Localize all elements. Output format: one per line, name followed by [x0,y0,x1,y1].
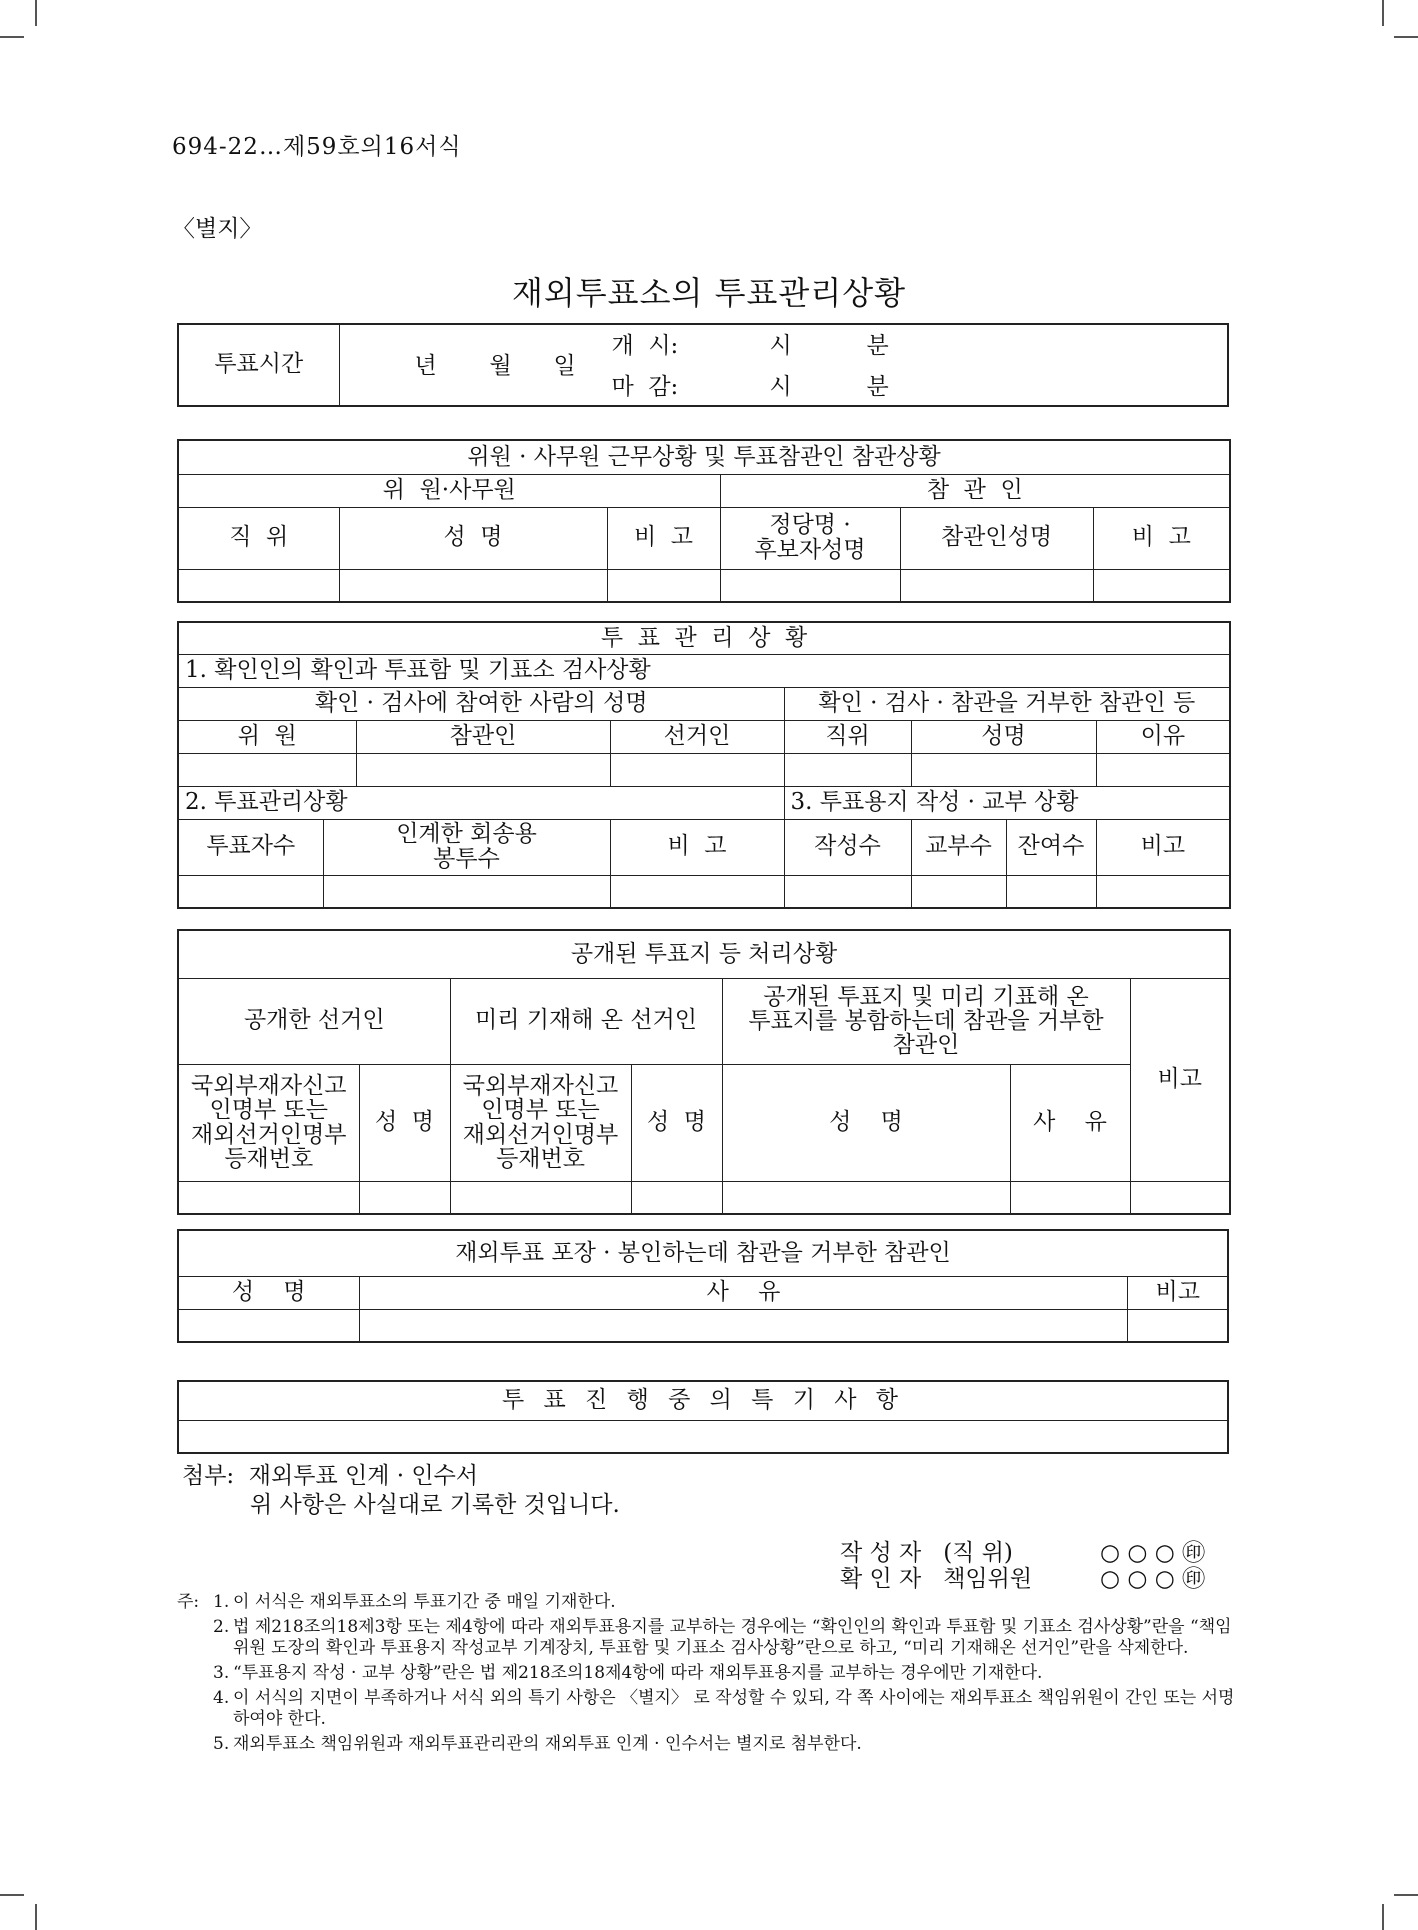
col-regno: 국외부재자신고 인명부 또는 재외선거인명부 등재번호 [178,1064,359,1181]
staff-title: 위원 · 사무원 근무상황 및 투표참관인 참관상황 [178,440,1230,474]
special-notes-input[interactable] [178,1420,1228,1453]
col-name: 성 명 [178,1276,359,1309]
input-cell[interactable] [784,753,911,786]
col-remark2: 비고 [1096,819,1230,875]
input-cell[interactable] [359,1181,450,1214]
col-envelopes: 인계한 회송용 봉투수 [323,819,610,875]
input-cell[interactable] [178,753,356,786]
col-reason: 사 유 [1010,1064,1130,1181]
col-reason: 이유 [1096,720,1230,753]
col-remark: 비고 [1128,1276,1228,1309]
crop-mark [35,1904,37,1930]
writer-seal[interactable]: ○ ○ ○ ㊞ [1100,1540,1206,1566]
voting-time-field[interactable] [339,324,1228,406]
input-cell[interactable] [178,1181,359,1214]
refusers-header: 확인 · 검사 · 참관을 거부한 참관인 등 [784,687,1230,720]
input-cell[interactable] [1096,753,1230,786]
col-name: 성 명 [339,507,607,569]
staff-group-header: 위 원·사무원 [178,474,720,507]
attachment-line: 첨부: 재외투표 인계 · 인수서 [182,1463,479,1489]
col-refuser: 공개된 투표지 및 미리 기표해 온 투표지를 봉함하는데 참관을 거부한 참관인 [722,978,1130,1064]
col-refuser-name: 성 명 [722,1064,1010,1181]
crop-mark [1382,0,1384,26]
close-minute-label: 분 [866,374,889,400]
note-num: 1. [213,1592,230,1612]
section1-heading: 1. 확인인의 확인과 투표함 및 기표소 검사상황 [178,654,1230,687]
open-minute-label: 분 [866,333,889,359]
page-title: 재외투표소의 투표관리상황 [511,274,907,312]
col-left: 잔여수 [1006,819,1096,875]
col-premarked-voter: 미리 기재해 온 선거인 [450,978,722,1064]
input-cell[interactable] [720,569,900,602]
input-cell[interactable] [178,1309,359,1342]
input-cell[interactable] [900,569,1093,602]
input-cell[interactable] [1130,1181,1230,1214]
crop-mark [1394,1894,1418,1896]
col-made: 작성수 [784,819,911,875]
input-cell[interactable] [1096,875,1230,908]
input-cell[interactable] [1093,569,1230,602]
day-label: 일 [553,353,576,379]
input-cell[interactable] [178,875,323,908]
sealing-table [177,1229,1229,1343]
confirmer-seal[interactable]: ○ ○ ○ ㊞ [1100,1566,1206,1592]
col-name: 성 명 [631,1064,722,1181]
open-hour-label: 시 [769,333,792,359]
staff-table [177,439,1231,603]
note-num: 3. [213,1663,230,1683]
voting-time-label: 투표시간 [178,324,339,406]
year-label: 년 [414,353,437,379]
note-item [177,1688,1237,1730]
col-observer: 참관인 [356,720,610,753]
input-cell[interactable] [607,569,720,602]
notes-lead: 주: [177,1592,200,1612]
col-remark2: 비 고 [1093,507,1230,569]
col-name: 성 명 [359,1064,450,1181]
col-remark: 비고 [1130,978,1230,1181]
management-title: 투 표 관 리 상 황 [178,622,1230,654]
input-cell[interactable] [359,1309,1128,1342]
col-regno: 국외부재자신고 인명부 또는 재외선거인명부 등재번호 [450,1064,631,1181]
input-cell[interactable] [1128,1309,1228,1342]
note-text: 이 서식의 지면이 부족하거나 서식 외의 특기 사항은 〈별지〉 로 작성할 수 있되, 각 쪽 사이에는 재외투표소 책임위원이 간인 또는 서명하여야 한다. [233,1688,1235,1729]
disclosed-title: 공개된 투표지 등 처리상황 [178,930,1230,978]
input-cell[interactable] [339,569,607,602]
attach-tag: 〈별지〉 [172,216,263,242]
input-cell[interactable] [323,875,610,908]
note-num: 4. [213,1688,230,1708]
input-cell[interactable] [610,875,784,908]
crop-mark [1382,1904,1384,1930]
note-item [177,1617,1237,1659]
section3-heading: 3. 투표용지 작성 · 교부 상황 [784,786,1230,819]
col-reason: 사 유 [359,1276,1128,1309]
statement-line: 위 사항은 사실대로 기록한 것입니다. [250,1492,620,1518]
sealing-title: 재외투표 포장 · 봉인하는데 참관을 거부한 참관인 [178,1230,1228,1276]
note-text: 법 제218조의18제3항 또는 제4항에 따라 재외투표용지를 교부하는 경우에는 “확인인의 확인과 투표함 및 기표소 검사상황”란을 “책임위원 도장의 확인과 투표용지 작성교부 기계장치, 투표함 및 기표소 검사상황”란으로 하고, “미리 기재해온 선거인”란을 삭제한다. [233,1617,1232,1658]
crop-mark [0,36,24,38]
col-position: 직위 [784,720,911,753]
input-cell[interactable] [1006,875,1096,908]
special-title: 투 표 진 행 중 의 특 기 사 항 [178,1381,1228,1420]
col-remark: 비 고 [607,507,720,569]
col-issued: 교부수 [911,819,1006,875]
note-num: 2. [213,1617,230,1637]
note-text: 재외투표소 책임위원과 재외투표관리관의 재외투표 인계 · 인수서는 별지로 첨부한다. [233,1734,862,1754]
confirmer-line: 확 인 자 책임위원 [840,1566,1033,1592]
form-code: 694-22…제59호의16서식 [172,134,462,160]
writer-line: 작 성 자 (직 위) [840,1540,1013,1566]
col-position: 직 위 [178,507,339,569]
col-member: 위 원 [178,720,356,753]
col-party: 정당명 · 후보자성명 [720,507,900,569]
observer-group-header: 참 관 인 [720,474,1230,507]
input-cell[interactable] [450,1181,631,1214]
close-hour-label: 시 [769,374,792,400]
crop-mark [0,1894,24,1896]
input-cell[interactable] [911,753,1096,786]
close-label: 마 감: [611,374,679,400]
special-table [177,1380,1229,1454]
note-text: 이 서식은 재외투표소의 투표기간 중 매일 기재한다. [233,1592,616,1612]
note-item [177,1663,1237,1684]
input-cell[interactable] [722,1181,1010,1214]
note-item [177,1734,1237,1755]
col-name: 성명 [911,720,1096,753]
input-cell[interactable] [911,875,1006,908]
open-label: 개 시: [611,333,679,359]
crop-mark [35,0,37,26]
disclosed-table [177,929,1231,1215]
voting-time-table [177,323,1229,407]
crop-mark [1394,36,1418,38]
input-cell[interactable] [631,1181,722,1214]
input-cell[interactable] [356,753,610,786]
col-voters: 투표자수 [178,819,323,875]
col-disclosed-voter: 공개한 선거인 [178,978,450,1064]
note-item [177,1592,1237,1613]
col-voter: 선거인 [610,720,784,753]
input-cell[interactable] [784,875,911,908]
input-cell[interactable] [1010,1181,1130,1214]
participants-header: 확인 · 검사에 참여한 사람의 성명 [178,687,784,720]
col-observer-name: 참관인성명 [900,507,1093,569]
input-cell[interactable] [178,569,339,602]
month-label: 월 [489,353,512,379]
note-num: 5. [213,1734,230,1754]
note-text: “투표용지 작성 · 교부 상황”란은 법 제218조의18제4항에 따라 재외투표용지를 교부하는 경우에만 기재한다. [233,1663,1043,1683]
col-remark: 비 고 [610,819,784,875]
management-table [177,621,1231,909]
section2-heading: 2. 투표관리상황 [178,786,784,819]
input-cell[interactable] [610,753,784,786]
notes-section [177,1592,1237,1755]
